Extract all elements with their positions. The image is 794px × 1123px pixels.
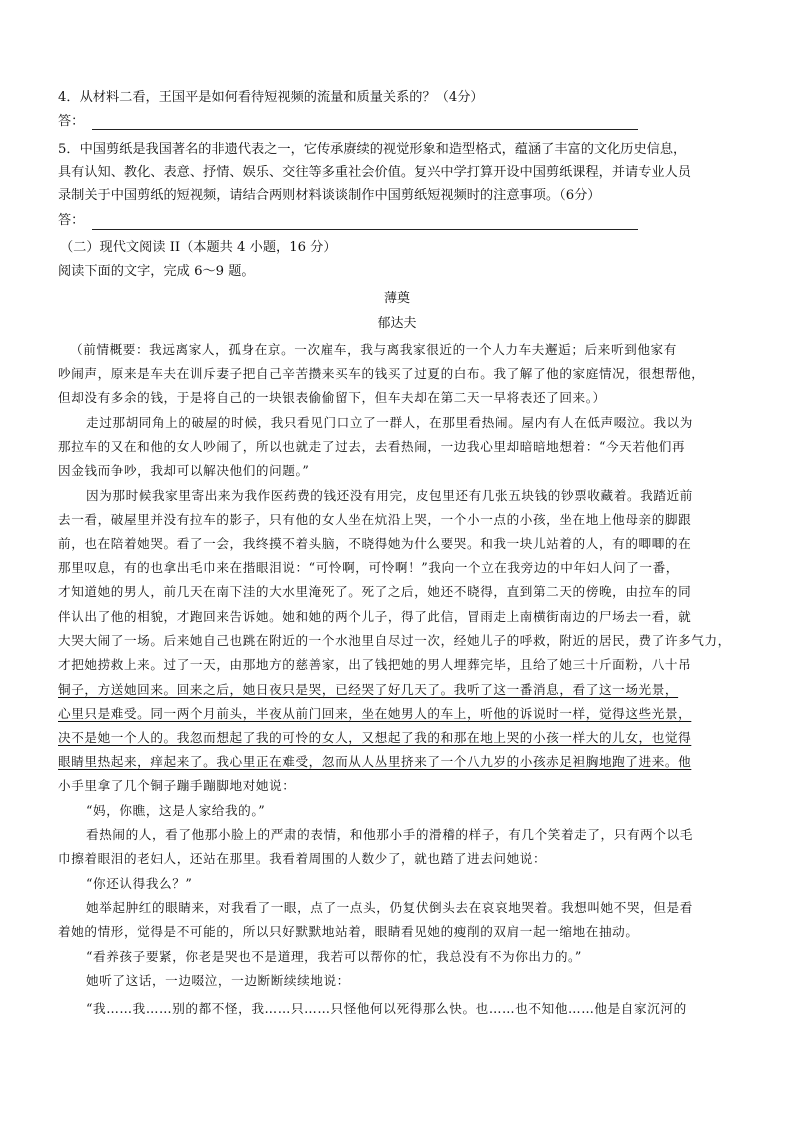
article-line: 才知道她的男人，前几天在南下洼的大水里淹死了。死了之后，她还不晓得，直到第二天的傍晚，由拉车的同 <box>58 584 692 599</box>
article-line: 巾擦着眼泪的老妇人，还站在那里。我看着周围的人数少了，就也踏了进去问她说： <box>58 851 547 866</box>
article-author: 郁达夫 <box>377 316 417 331</box>
article-line-underlined: 眼睛里热起来，痒起来了。我心里正在难受，忽而从人丛里挤来了一个八九岁的小孩赤足袒胸地跑了进来。他 <box>58 754 692 769</box>
answer-label-4: 答： <box>58 114 85 129</box>
article-line: 但却没有多余的钱，于是将自己的一块银表偷偷留下，但车夫却在第二天一早将表还了回来。） <box>58 390 606 405</box>
article-line: 大哭大闹了一场。后来她自己也跳在附近的一个水池里自尽过一次，经她儿子的呼救，附近的居民，费了许多气力， <box>58 633 731 648</box>
article-line: 才把她捞救上来。过了一天，由那地方的慈善家，出了钱把她的男人埋葬完毕，且给了她三十斤面粉，八十吊 <box>58 657 692 672</box>
article-line: 那里叹息，有的也拿出毛巾来在揩眼泪说：“可怜啊，可怜啊！”我向一个立在我旁边的中年妇人问了一番， <box>58 560 679 575</box>
article-line: 前，也在陪着她哭。看了一会，我终摸不着头脑，不晓得她为什么要哭。和我一块儿站着的人，有的唧唧的在 <box>58 536 692 551</box>
article-line: 看热闹的人，看了他那小脸上的严肃的表情，和他那小手的滑稽的样子，有几个笑着走了，只有两个以毛 <box>86 827 693 842</box>
section-instruction: 阅读下面的文字，完成 6～9 题。 <box>58 264 255 279</box>
article-line: “你还认得我么？” <box>86 876 193 891</box>
article-line: 她听了这话，一边啜泣，一边断断续续地说： <box>86 973 350 988</box>
question-4: 4．从材料二看，王国平是如何看待短视频的流量和质量关系的？（4分） <box>58 90 484 105</box>
article-line: 吵闹声，原来是车夫在训斥妻子把自己辛苦攒来买车的钱买了过夏的白布。我了解了他的家庭情况，很想帮他， <box>58 366 705 381</box>
article-line-underlined: 决不是她一个人的。我忽而想起了我的可怜的女人，又想起了我的和那在地上哭的小孩一样大的儿女，也觉得 <box>58 730 692 745</box>
answer-line-4[interactable] <box>92 129 638 130</box>
article-line: “看养孩子要紧，你老是哭也不是道理，我若可以帮你的忙，我总没有不为你出力的。” <box>86 949 582 964</box>
article-line: 因金钱而争吵，我却可以解决他们的问题。” <box>58 463 310 478</box>
article-line-underlined: 铜子，方送她回来。回来之后，她日夜只是哭，已经哭了好几天了。我听了这一番消息，看了这一场光景， <box>58 682 679 697</box>
article-line: （前情概要：我远离家人，孤身在京。一次雇车，我与离我家很近的一个人力车夫邂逅；后来听到他家有 <box>70 342 677 357</box>
article-line: 着她的情形，觉得是不可能的，所以只好默默地站着，眼睛看见她的瘦削的双肩一起一缩地在抽动。 <box>58 924 639 939</box>
article-line: 伴认出了他的相貌，才跑回来告诉她。她和她的两个儿子，得了此信，冒雨走上南横街南边的尸场去一看，就 <box>58 609 692 624</box>
article-line: 因为那时候我家里寄出来为我作医药费的钱还没有用完，皮包里还有几张五块钱的钞票收藏着。我踏近前 <box>86 488 693 503</box>
answer-label-5: 答： <box>58 213 85 228</box>
article-title: 薄奠 <box>383 291 410 306</box>
article-line: 那拉车的又在和他的女人吵闹了，所以也就走了过去，去看热闹，一边我心里却暗暗地想着：“今天若他们再 <box>58 439 686 454</box>
article-line-underlined: 心里只是难受。同一两个月前头，半夜从前门回来，坐在她男人的车上，听他的诉说时一样，觉得这些光景， <box>58 706 692 721</box>
question-5-line-2: 具有认知、教化、表意、抒情、娱乐、交往等多重社会价值。复兴中学打算开设中国剪纸课程，并请专业人员 <box>58 165 691 180</box>
answer-line-5[interactable] <box>92 229 638 230</box>
article-line: “我……我……别的都不怪，我……只……只怪他何以死得那么快。也……也不知他……他是自家沉河的 <box>86 1001 687 1016</box>
article-line: 她举起肿红的眼睛来，对我看了一眼，点了一点头，仍复伏倒头去在哀哀地哭着。我想叫她不哭，但是看 <box>86 900 693 915</box>
article-line: 去一看，破屋里并没有拉车的影子，只有他的女人坐在炕沿上哭，一个小一点的小孩，坐在地上他母亲的脚跟 <box>58 512 692 527</box>
article-line: 走过那胡同角上的破屋的时候，我只看见门口立了一群人，在那里看热闹。屋内有人在低声啜泣。我以为 <box>86 415 693 430</box>
article-line: 小手里拿了几个铜子蹦手蹦脚地对她说： <box>58 778 296 793</box>
question-5-line-3: 录制关于中国剪纸的短视频，请结合两则材料谈谈制作中国剪纸短视频时的注意事项。（6分） <box>58 188 601 203</box>
article-line: “妈，你瞧，这是人家给我的。” <box>86 803 266 818</box>
question-5-line-1: 5．中国剪纸是我国著名的非遗代表之一，它传承赓续的视觉形象和造型格式，蕴涵了丰富的文化历史信息， <box>58 142 687 157</box>
section-heading: （二）现代文阅读 II（本题共 4 小题，16 分） <box>60 240 337 255</box>
